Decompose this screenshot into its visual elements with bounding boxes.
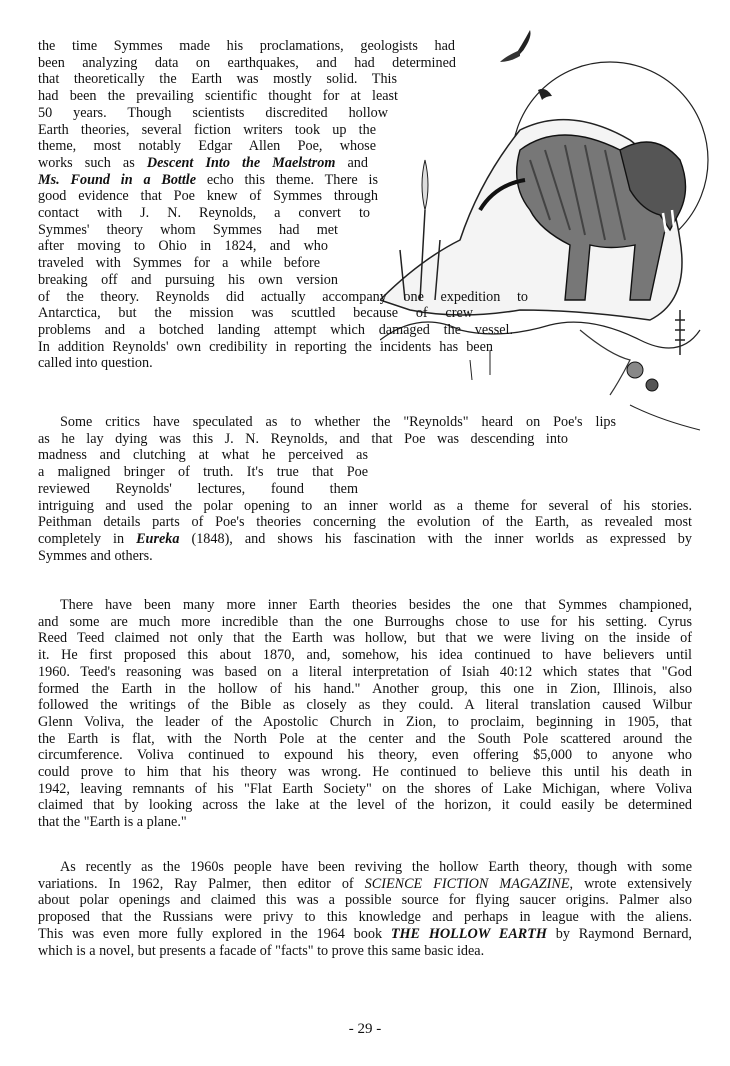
text-line: reviewed Reynolds' lectures, found them bbox=[38, 480, 358, 497]
text-line: Some critics have speculated as to whether the "Reynolds" heard on Poe's lips bbox=[60, 414, 616, 430]
text-line: There have been many more inner Earth theories besides the one that Symmes championed, bbox=[60, 597, 692, 613]
saber-toothed-cat-moon-illustration bbox=[380, 10, 710, 450]
text-line: Reed Teed claimed not only that the Earth was hollow, but that we were living on the inside of bbox=[38, 630, 692, 647]
line-text: This was even more fully explored in the 1964 book bbox=[38, 925, 391, 942]
text-line: contact with J. N. Reynolds, a convert to bbox=[38, 205, 370, 221]
text-line: breaking off and pursuing his own version bbox=[38, 271, 338, 288]
text-line: could prove to him that his theory was wrong. He continued to believe this until his death in bbox=[38, 764, 692, 780]
text-line bbox=[38, 155, 368, 171]
text-line: which is a novel, but presents a facade of "facts" to prove this same basic idea. bbox=[38, 942, 485, 959]
text-line: good evidence that Poe knew of Symmes through bbox=[38, 188, 378, 205]
text-line: as he lay dying was this J. N. Reynolds, and that Poe was descending into bbox=[38, 430, 568, 447]
line-text: echo this theme. There is bbox=[196, 171, 378, 188]
text-line: of the theory. Reynolds did actually accompany one expedition to bbox=[38, 288, 528, 305]
emphasized-title: Eureka bbox=[136, 530, 180, 547]
text-line: followed the writings of the Bible as closely as they could. A literal translation caused Wilbur bbox=[38, 697, 692, 714]
text-line: and some are much more incredible than the one Burroughs chose to use for his setting. Cyrus bbox=[38, 613, 692, 630]
emphasized-title: Descent Into the Maelstrom bbox=[146, 154, 336, 171]
text-line: about polar openings and claimed this was a possible source for flying saucer origins. Palmer also bbox=[38, 892, 692, 909]
text-line: 1942, leaving remnants of his "Flat Earth Society" on the shores of Lake Michigan, where Voliva bbox=[38, 780, 692, 797]
line-text: by Raymond Bernard, bbox=[546, 925, 692, 942]
line-text: and bbox=[335, 154, 368, 171]
text-line: a maligned bringer of truth. It's true that Poe bbox=[38, 464, 368, 481]
line-text: works such as bbox=[38, 154, 147, 171]
text-line bbox=[38, 876, 692, 892]
text-line: that the "Earth is a plane." bbox=[38, 814, 187, 831]
text-line: Glenn Voliva, the leader of the Apostolic Church in Zion, to proclaim, beginning in 1905, that bbox=[38, 713, 692, 730]
text-line bbox=[38, 172, 378, 188]
line-text: completely in bbox=[38, 530, 137, 547]
text-line: madness and clutching at what he perceived as bbox=[38, 447, 368, 464]
line-text: (1848), and shows his fascination with the inner worlds as expressed by bbox=[179, 530, 692, 547]
emphasized-title: Ms. Found in a Bottle bbox=[38, 171, 197, 188]
text-line: traveled with Symmes for a while before bbox=[38, 255, 320, 272]
text-line: had been the prevailing scientific thought for at least bbox=[38, 88, 398, 105]
text-line: Antarctica, but the mission was scuttled because of crew bbox=[38, 305, 473, 322]
text-line: claimed that by looking across the lake at the level of the horizon, it could easily be determined bbox=[38, 797, 692, 814]
line-text: , wrote extensively bbox=[569, 875, 693, 892]
text-line: Earth theories, several fiction writers took up the bbox=[38, 121, 376, 138]
text-line bbox=[38, 531, 692, 547]
text-line: the time Symmes made his proclamations, geologists had bbox=[38, 38, 455, 54]
text-line: Peithman details parts of Poe's theories concerning the evolution of the Earth, as revealed most bbox=[38, 514, 692, 531]
magazine-title: SCIENCE FICTION MAGAZINE bbox=[364, 875, 570, 892]
text-line: Symmes' theory whom Symmes had met bbox=[38, 221, 338, 238]
text-line: after moving to Ohio in 1824, and who bbox=[38, 238, 328, 255]
text-line: intriguing and used the polar opening to an inner world as a theme for several of his stories. bbox=[38, 497, 692, 514]
text-line: Symmes and others. bbox=[38, 547, 153, 564]
text-line: 50 years. Though scientists discredited hollow bbox=[38, 104, 388, 121]
line-text: variations. In 1962, Ray Palmer, then editor of bbox=[38, 875, 365, 892]
text-line: theme, most notably Edgar Allen Poe, whose bbox=[38, 138, 376, 155]
text-line: circumference. Voliva continued to expound his theory, even offering $5,000 to anyone who bbox=[38, 747, 692, 764]
text-line: As recently as the 1960s people have been reviving the hollow Earth theory, though with some bbox=[60, 859, 692, 875]
text-line bbox=[38, 926, 692, 942]
text-line: 1960. Teed's reasoning was based on a literal interpretation of Isiah 40:12 which states that "God bbox=[38, 663, 692, 680]
text-line: called into question. bbox=[38, 355, 153, 372]
text-line: that theoretically the Earth was mostly solid. This bbox=[38, 71, 397, 88]
emphasized-title: THE HOLLOW EARTH bbox=[390, 925, 547, 942]
text-line: the Earth is flat, with the North Pole at the center and the South Pole scattered around the bbox=[38, 730, 692, 747]
text-line: problems and a botched landing attempt which damaged the vessel. bbox=[38, 321, 513, 338]
text-line: proposed that the Russians were privy to this knowledge and perhaps in league with the aliens. bbox=[38, 909, 692, 926]
text-line: been analyzing data on earthquakes, and had determined bbox=[38, 54, 456, 71]
text-line: In addition Reynolds' own credibility in reporting the incidents has been bbox=[38, 338, 493, 355]
page-number: - 29 - bbox=[348, 1021, 382, 1037]
text-line: it. He first proposed this about 1870, and, somehow, his idea continued to have believers until bbox=[38, 647, 692, 664]
text-line: formed the Earth in the hollow of his hand." Another group, this one in Zion, Illinois, also bbox=[38, 680, 692, 697]
